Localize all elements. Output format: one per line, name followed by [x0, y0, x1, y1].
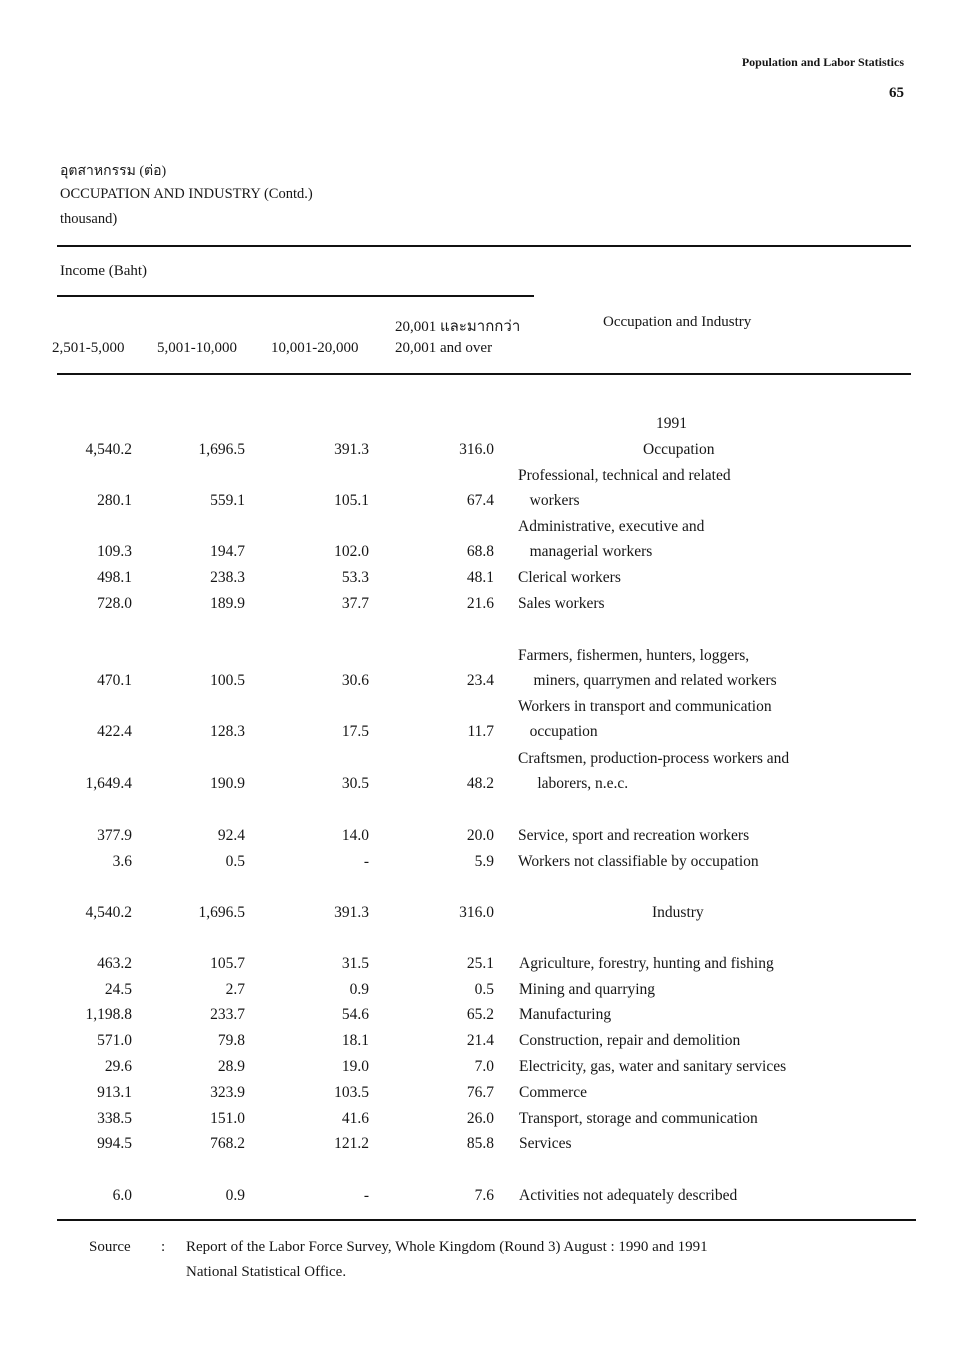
row-label: workers — [518, 492, 580, 509]
table-cell: 391.3 — [334, 441, 369, 458]
table-cell: 316.0 — [459, 441, 494, 458]
caption-title: OCCUPATION AND INDUSTRY (Contd.) — [60, 186, 313, 202]
table-cell: 768.2 — [210, 1135, 245, 1152]
row-label: Electricity, gas, water and sanitary services — [519, 1058, 787, 1075]
table-cell: 994.5 — [97, 1135, 132, 1152]
row-label: Activities not adequately described — [519, 1187, 738, 1204]
row-label: Services — [519, 1135, 572, 1152]
col1-header: 2,501-5,000 — [52, 340, 125, 356]
table-cell: 2.7 — [225, 981, 245, 998]
row-label: Professional, technical and related — [518, 467, 731, 484]
table-cell: 65.2 — [466, 1006, 494, 1023]
table-cell: 100.5 — [210, 672, 245, 689]
table-cell: 21.6 — [466, 595, 494, 612]
table-cell: 128.3 — [210, 723, 245, 740]
table-cell: - — [363, 853, 369, 870]
table-cell: 463.2 — [97, 955, 132, 972]
table-top-rule — [57, 245, 911, 247]
table-cell: 26.0 — [466, 1110, 494, 1127]
row-label: laborers, n.e.c. — [518, 775, 629, 792]
row-label: Workers in transport and communication — [518, 698, 772, 715]
row-label: Farmers, fishermen, hunters, loggers, — [518, 647, 750, 664]
row-label: Sales workers — [518, 595, 605, 612]
table-cell: 79.8 — [217, 1032, 245, 1049]
table-bottom-rule — [57, 1219, 916, 1221]
table-cell: 0.9 — [225, 1187, 245, 1204]
table-cell: 194.7 — [210, 543, 245, 560]
section-heading-occupation: Occupation — [643, 441, 715, 458]
table-cell: 151.0 — [210, 1110, 245, 1127]
table-cell: 48.2 — [466, 775, 494, 792]
table-cell: 470.1 — [97, 672, 132, 689]
row-label: miners, quarrymen and related workers — [518, 672, 777, 689]
row-label: Commerce — [519, 1084, 588, 1101]
table-cell: 23.4 — [466, 672, 494, 689]
table-cell: 559.1 — [210, 492, 245, 509]
income-header: Income (Baht) — [60, 263, 148, 279]
table-cell: 19.0 — [341, 1058, 369, 1075]
source-line-1: Report of the Labor Force Survey, Whole Kingdom (Round 3) August : 1990 and 1991 — [186, 1239, 708, 1255]
table-cell: - — [363, 1187, 369, 1204]
source-colon: : — [161, 1239, 166, 1255]
table-cell: 4,540.2 — [85, 441, 132, 458]
table-cell: 105.1 — [334, 492, 369, 509]
occupation-industry-header: Occupation and Industry — [603, 314, 752, 330]
table-cell: 68.8 — [466, 543, 494, 560]
caption-unit: thousand) — [60, 211, 118, 227]
col3-header: 10,001-20,000 — [271, 340, 359, 356]
table-cell: 323.9 — [210, 1084, 245, 1101]
table-cell: 30.6 — [341, 672, 369, 689]
source-label: Source — [89, 1239, 131, 1255]
row-label: Craftsmen, production-process workers and — [518, 750, 790, 767]
row-label: Manufacturing — [519, 1006, 612, 1023]
table-cell: 3.6 — [112, 853, 132, 870]
table-cell: 0.9 — [349, 981, 369, 998]
table-cell: 422.4 — [97, 723, 132, 740]
table-cell: 121.2 — [334, 1135, 369, 1152]
table-cell: 67.4 — [466, 492, 494, 509]
table-cell: 6.0 — [112, 1187, 132, 1204]
table-cell: 0.5 — [225, 853, 245, 870]
table-cell: 7.0 — [474, 1058, 494, 1075]
table-cell: 1,696.5 — [198, 904, 245, 921]
caption-thai: อุตสาหกรรม (ต่อ) — [60, 164, 167, 179]
table-cell: 0.5 — [474, 981, 494, 998]
table-cell: 233.7 — [210, 1006, 245, 1023]
table-cell: 391.3 — [334, 904, 369, 921]
row-label: Agriculture, forestry, hunting and fishing — [519, 955, 774, 972]
table-cell: 20.0 — [466, 827, 494, 844]
table-cell: 238.3 — [210, 569, 245, 586]
row-label: Clerical workers — [518, 569, 621, 586]
section-heading-industry: Industry — [652, 904, 704, 921]
table-cell: 103.5 — [334, 1084, 369, 1101]
table-cell: 4,540.2 — [85, 904, 132, 921]
row-label: Construction, repair and demolition — [519, 1032, 741, 1049]
table-cell: 48.1 — [466, 569, 494, 586]
table-cell: 109.3 — [97, 543, 132, 560]
table-cell: 498.1 — [97, 569, 132, 586]
table-cell: 7.6 — [474, 1187, 494, 1204]
row-label: managerial workers — [518, 543, 653, 560]
table-cell: 41.6 — [341, 1110, 369, 1127]
page-number: 65 — [889, 85, 904, 101]
header-bottom-rule — [57, 373, 911, 375]
row-label: Mining and quarrying — [519, 981, 656, 998]
table-cell: 11.7 — [467, 723, 494, 740]
table-cell: 913.1 — [97, 1084, 132, 1101]
table-cell: 53.3 — [341, 569, 369, 586]
table-cell: 76.7 — [466, 1084, 494, 1101]
table-cell: 1,696.5 — [198, 441, 245, 458]
table-cell: 1,198.8 — [85, 1006, 132, 1023]
table-cell: 92.4 — [217, 827, 245, 844]
table-cell: 31.5 — [341, 955, 369, 972]
col4-header: 20,001 and over — [395, 340, 493, 356]
table-cell: 54.6 — [341, 1006, 369, 1023]
table-cell: 571.0 — [97, 1032, 132, 1049]
table-cell: 280.1 — [97, 492, 132, 509]
running-header-title: Population and Labor Statistics — [741, 55, 904, 69]
year-label: 1991 — [656, 415, 687, 432]
table-cell: 24.5 — [104, 981, 132, 998]
row-label: Workers not classifiable by occupation — [518, 853, 759, 870]
table-cell: 189.9 — [210, 595, 245, 612]
table-cell: 5.9 — [474, 853, 494, 870]
col4-header-thai: 20,001 และมากกว่า — [395, 319, 521, 335]
table-cell: 29.6 — [104, 1058, 132, 1075]
table-cell: 18.1 — [341, 1032, 369, 1049]
table-cell: 102.0 — [334, 543, 369, 560]
table-cell: 25.1 — [466, 955, 494, 972]
row-label: Transport, storage and communication — [519, 1110, 758, 1127]
table-cell: 377.9 — [97, 827, 132, 844]
table-cell: 21.4 — [466, 1032, 494, 1049]
table-cell: 17.5 — [341, 723, 369, 740]
table-cell: 338.5 — [97, 1110, 132, 1127]
table-cell: 728.0 — [97, 595, 132, 612]
table-cell: 37.7 — [341, 595, 369, 612]
row-label: Service, sport and recreation workers — [518, 827, 750, 844]
table-cell: 85.8 — [466, 1135, 494, 1152]
table-cell: 30.5 — [341, 775, 369, 792]
table-cell: 28.9 — [217, 1058, 245, 1075]
income-header-rule — [57, 295, 534, 297]
table-cell: 316.0 — [459, 904, 494, 921]
col2-header: 5,001-10,000 — [157, 340, 237, 356]
table-cell: 190.9 — [210, 775, 245, 792]
table-cell: 105.7 — [210, 955, 245, 972]
table-cell: 14.0 — [341, 827, 369, 844]
row-label: Administrative, executive and — [518, 518, 705, 535]
source-line-2: National Statistical Office. — [186, 1264, 347, 1280]
table-cell: 1,649.4 — [85, 775, 132, 792]
row-label: occupation — [518, 723, 598, 740]
